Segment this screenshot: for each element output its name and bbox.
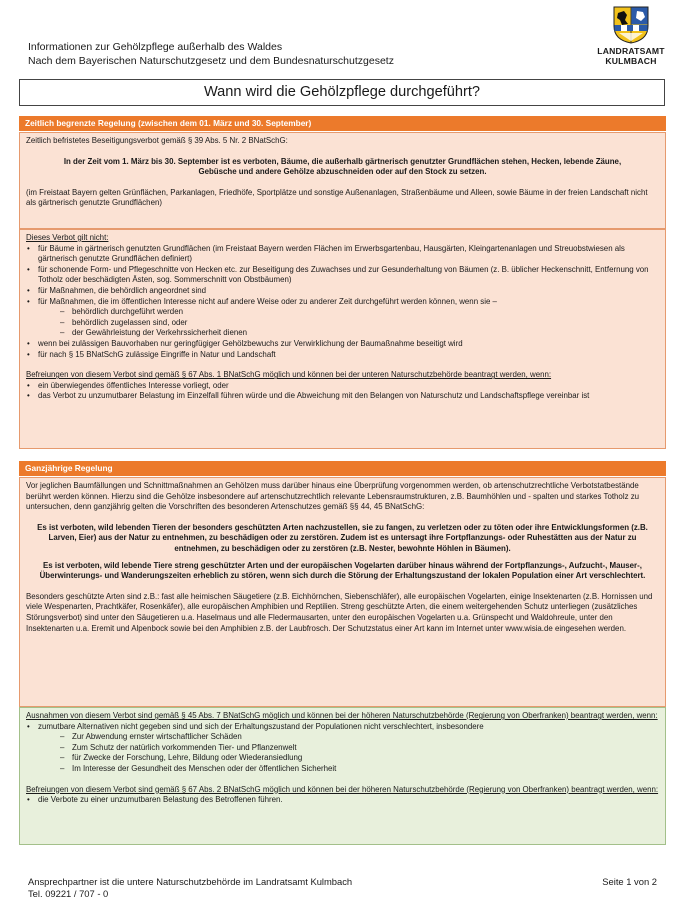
phone-number: Tel. 09221 / 707 - 0 (28, 887, 109, 899)
header-line-2: Nach dem Bayerischen Naturschutzgesetz und dem Bundesnaturschutzgesetz (28, 55, 394, 67)
page-title: Wann wird die Gehölzpflege durchgeführt? (19, 79, 665, 106)
coat-of-arms-icon (613, 6, 649, 44)
list-item: • für Bäume in gärtnerisch genutzten Grundflächen (im Freistaat Bayern werden Flächen im Erwerbsgartenbau, Hausgärten, Kleingartenanlagen und Streuobstwiesen als gärtnerisch genutzte Grundflächen definiert) (26, 244, 659, 265)
seasonal-prohibition: In der Zeit vom 1. März bis 30. September ist es verboten, Bäume, die außerhalb gärtnerisch genutzter Grundflächen stehen, Hecken, lebende Zäune, Gebüsche und andere Gehölze abzuschneiden oder auf den Stock zu setzen. (63, 156, 622, 177)
yearround-prohibition-2: Es ist verboten, wild lebende Tiere streng geschützter Arten und der europäischen Vogelarten darüber hinaus während der Fortpflanzungs-, Aufzucht-, Mauser-, Überwinterungs- und Wanderungszeiten erheblich zu stören, wenn sich durch die Störung der Erhaltungszustand der lokalen Population einer Art verschlechtert. (39, 560, 646, 581)
sublist-item: – Im Interesse der Gesundheit des Menschen oder der öffentlichen Sicherheit (26, 764, 659, 775)
landratsamt-logo (594, 6, 668, 66)
exceptions-list-continued (26, 339, 659, 360)
footer-contact (28, 876, 352, 899)
seasonal-exceptions-box (19, 229, 666, 449)
ausnahmen-sublist (26, 732, 659, 774)
list-item: • zumutbare Alternativen nicht gegeben sind und sich der Erhaltungszustand der Populationen nicht verschlechtert, insbesondere (26, 722, 659, 733)
exceptions-sublist (26, 307, 659, 339)
yearround-exceptions-box (19, 707, 666, 845)
document-header (28, 40, 394, 68)
yearround-prohibition-1: Es ist verboten, wild lebenden Tieren der besonders geschützten Arten nachzustellen, sie zu fangen, zu verletzen oder zu töten oder ihre Entwicklungsformen (z.B. Larven, Eier) aus der Natur zu entnehmen, zu beschädigen oder zu zerstören. Zudem ist es untersagt ihre Fortpflanzungs- oder Ruhestätten aus der Natur zu entnehmen, zu beschädigen oder zu zerstören (z.B. Nester, bewohnte Höhlen in Bäumen). (37, 522, 648, 553)
logo-text (594, 46, 668, 66)
seasonal-intro: Zeitlich befristetes Beseitigungsverbot gemäß § 39 Abs. 5 Nr. 2 BNatSchG: (26, 136, 288, 145)
list-item: • die Verbote zu einer unzumutbaren Belastung des Betroffenen führen. (26, 795, 659, 806)
yearround-rule-box (19, 477, 666, 707)
logo-line-2: KULMBACH (605, 56, 657, 66)
sublist-item: – Zum Schutz der natürlich vorkommenden Tier- und Pflanzenwelt (26, 743, 659, 754)
sublist-item: – behördlich zugelassen sind, oder (26, 318, 659, 329)
list-item: • für Maßnahmen, die im öffentlichen Interesse nicht auf andere Weise oder zu anderer Zeit durchgeführt werden können, wenn sie – (26, 297, 659, 308)
sublist-item: – für Zwecke der Forschung, Lehre, Bildung oder Wiederansiedlung (26, 753, 659, 764)
ausnahmen-heading: Ausnahmen von diesem Verbot sind gemäß § 45 Abs. 7 BNatSchG möglich und können bei der höheren Naturschutzbehörde (Regierung von Oberfranken) beantragt werden, wenn: (26, 711, 658, 720)
exceptions-heading: Dieses Verbot gilt nicht: (26, 233, 109, 242)
header-line-1: Informationen zur Gehölzpflege außerhalb des Waldes (28, 41, 283, 53)
sublist-item: – behördlich durchgeführt werden (26, 307, 659, 318)
logo-line-1: LANDRATSAMT (597, 46, 665, 56)
sublist-item: – Zur Abwendung ernster wirtschaftlicher Schäden (26, 732, 659, 743)
list-item: • wenn bei zulässigen Bauvorhaben nur geringfügiger Gehölzbewuchs zur Verwirklichung der Baumaßnahme beseitigt wird (26, 339, 659, 350)
list-item: • ein überwiegendes öffentliches Interesse vorliegt, oder (26, 381, 659, 392)
befreiung-list-1 (26, 381, 659, 402)
list-item: • für Maßnahmen, die behördlich angeordnet sind (26, 286, 659, 297)
list-item: • das Verbot zu unzumutbarer Belastung im Einzelfall führen würde und die Abweichung mit den Belangen von Naturschutz und Landschaftspflege vereinbar ist (26, 391, 659, 402)
section-heading-yearround: Ganzjährige Regelung (19, 461, 666, 476)
sublist-item: – der Gewährleistung der Verkehrssicherheit dienen (26, 328, 659, 339)
seasonal-rule-box (19, 132, 666, 229)
list-item: • für schonende Form- und Pflegeschnitte von Hecken etc. zur Beseitigung des Zuwachses und zur Gesunderhaltung von Bäumen (z. B. üblicher Heckenschnitt, Entfernung von Totholz oder beschädigten Ästen, sog. Sommerschnitt von Obstbäumen) (26, 265, 659, 286)
page-number: Seite 1 von 2 (602, 876, 657, 887)
befreiung-heading-1: Befreiungen von diesem Verbot sind gemäß § 67 Abs. 1 BNatSchG möglich und können bei der unteren Naturschutzbehörde beantragt werden, wenn: (26, 370, 552, 380)
ausnahmen-list (26, 722, 659, 733)
befreiung-heading-2: Befreiungen von diesem Verbot sind gemäß § 67 Abs. 2 BNatSchG möglich und können bei der höheren Naturschutzbehörde (Regierung von Oberfranken) beantragt werden, wenn: (26, 784, 659, 794)
befreiung-list-2 (26, 795, 659, 806)
contact-text: Ansprechpartner ist die untere Naturschutzbehörde im Landratsamt Kulmbach (28, 876, 353, 887)
protected-species-text: Besonders geschützte Arten sind z.B.: fast alle heimischen Säugetiere (z.B. Eichhörnchen, Siebenschläfer), alle europäischen Vogelarten, einige Insektenarten (z.B. Hornissen und viele Wespenarten, Prachtkäfer, Rosenkäfer), alle europäischen Amphibien und Reptilien. Streng geschützte Arten, die einem weitergehenden Schutz unterliegen (zusätzliches Störungsverbot) sind unter den Säugetieren u.a. Haselmaus und alle Fledermausarten, unter den europäischen Vogelarten u.a. Grünspecht und Waldohreule, unter den Insektenarten u.a. Eremit und Alpenbock sowie bei den Amphibien z.B. der Laubfrosch. Der Schutzstatus einer Art kann im Internet unter www.wisia.de eingesehen werden. (26, 591, 653, 633)
list-item: • für nach § 15 BNatSchG zulässige Eingriffe in Natur und Landschaft (26, 350, 659, 361)
exceptions-list (26, 244, 659, 308)
yearround-intro: Vor jeglichen Baumfällungen und Schnittmaßnahmen an Gehölzen muss darüber hinaus eine Überprüfung vorgenommen werden, ob artenschutzrechtliche Verbotstatbestände berührt werden können. Hierzu sind die Gehölze insbesondere auf artenschutzrechtlich relevante Lebensraumstrukturen, z.B. Baumhöhlen und - spalten und starkes Totholz zu untersuchen, denn ganzjährig gelten die Vorschriften des besonderen Artenschutzes gemäß §§ 44, 45 BNatSchG: (26, 481, 640, 512)
seasonal-note: (im Freistaat Bayern gelten Grünflächen, Parkanlagen, Friedhöfe, Sportplätze und sonstige Außenanlagen, Straßenbäume und Alleen, sowie Bäume in der freien Landschaft nicht als gärtnerisch genutzte Grundflächen) (26, 187, 648, 208)
section-heading-seasonal: Zeitlich begrenzte Regelung (zwischen dem 01. März und 30. September) (19, 116, 666, 131)
